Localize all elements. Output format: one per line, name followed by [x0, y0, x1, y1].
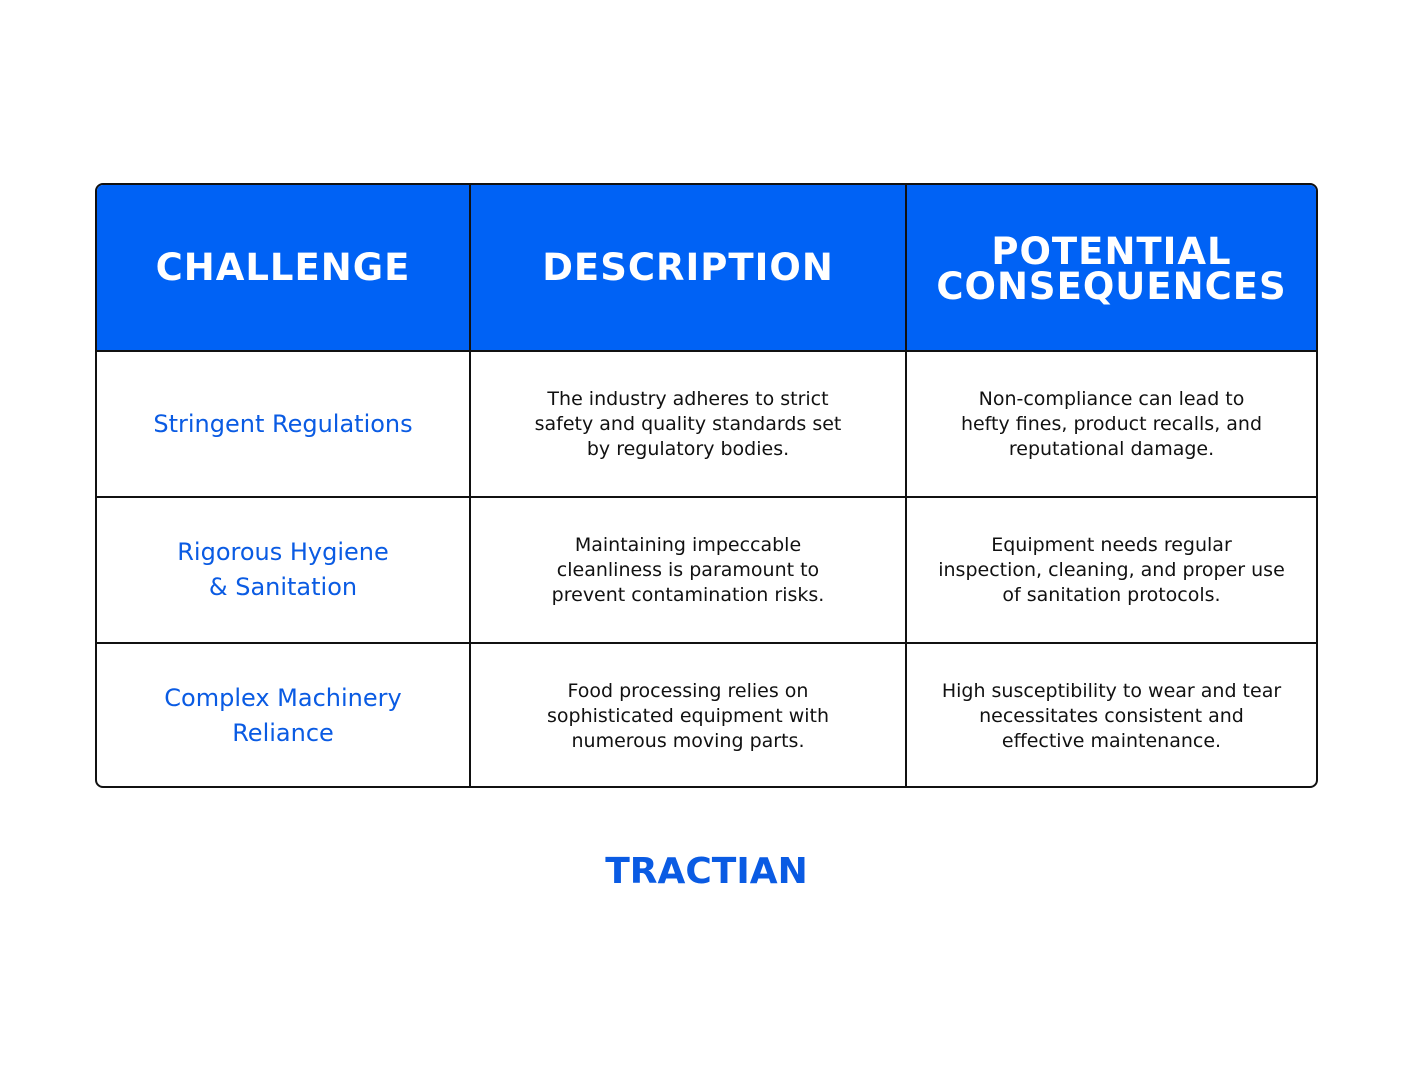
consequences-text: High susceptibility to wear and tear necessitates consistent and effective maintenance.	[941, 679, 1282, 752]
challenge-label: Rigorous Hygiene & Sanitation	[177, 538, 389, 601]
challenge-cell	[97, 498, 471, 642]
consequences-cell	[907, 644, 1316, 788]
table-header-row	[97, 185, 1316, 352]
header-cell-description	[471, 185, 907, 350]
table-row	[97, 352, 1316, 498]
header-challenge-label: CHALLENGE	[155, 246, 411, 289]
consequences-text: Non-compliance can lead to hefty fines, product recalls, and reputational damage.	[960, 387, 1263, 460]
description-cell	[471, 352, 907, 496]
description-text: Food processing relies on sophisticated equipment with numerous moving parts.	[546, 679, 830, 752]
header-consequences-label: POTENTIAL CONSEQUENCES	[936, 229, 1287, 308]
header-cell-challenge	[97, 185, 471, 350]
challenge-label: Complex Machinery Reliance	[164, 684, 402, 747]
challenge-label: Stringent Regulations	[153, 409, 413, 438]
consequences-cell	[907, 498, 1316, 642]
table-row	[97, 498, 1316, 644]
header-description-label: DESCRIPTION	[542, 246, 834, 289]
description-cell	[471, 498, 907, 642]
challenge-cell	[97, 352, 471, 496]
challenges-table	[95, 183, 1318, 788]
consequences-cell	[907, 352, 1316, 496]
challenge-cell	[97, 644, 471, 788]
table-row	[97, 644, 1316, 788]
description-cell	[471, 644, 907, 788]
tractian-logo	[600, 852, 813, 892]
description-text: Maintaining impeccable cleanliness is paramount to prevent contamination risks.	[551, 533, 825, 606]
header-cell-consequences	[907, 185, 1316, 350]
logo-text: TRACTIAN	[605, 851, 808, 892]
consequences-text: Equipment needs regular inspection, cleaning, and proper use of sanitation protocols.	[938, 533, 1285, 606]
description-text: The industry adheres to strict safety and quality standards set by regulatory bodies.	[534, 387, 842, 460]
